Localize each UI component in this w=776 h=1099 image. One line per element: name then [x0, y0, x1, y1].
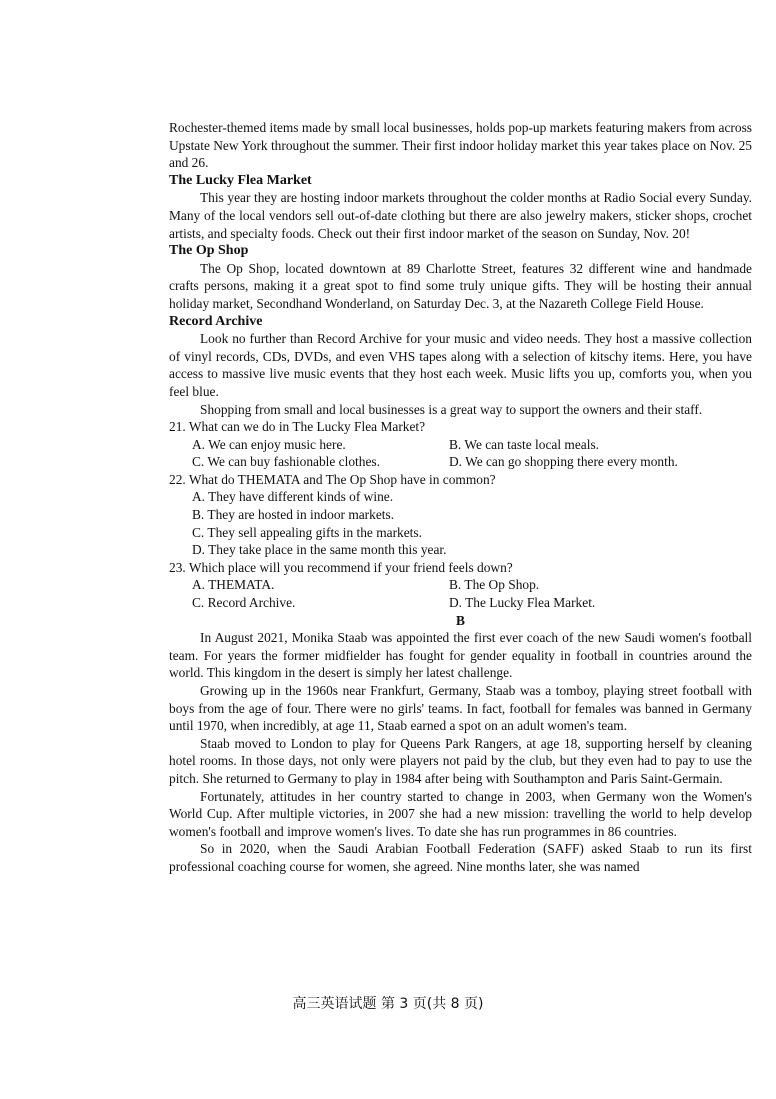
option-a[interactable]: A. We can enjoy music here.	[192, 436, 346, 452]
option-c[interactable]: C. They sell appealing gifts in the markets.	[192, 524, 422, 540]
page-footer: 高三英语试题 第 3 页(共 8 页)	[292, 996, 484, 1012]
question-23	[169, 559, 752, 612]
question-options	[169, 488, 752, 558]
option-c[interactable]: C. We can buy fashionable clothes.	[192, 454, 380, 470]
option-d[interactable]: D. We can go shopping there every month.	[449, 454, 678, 470]
option-d[interactable]: D. They take place in the same month this year.	[192, 542, 447, 558]
passage-b-paragraph: Staab moved to London to play for Queens Park Rangers, at age 18, supporting herself by cleaning hotel rooms. In those days, not only were players not paid by the club, but they even had to pay to use the pitch. She returned to Germany to play in 1984 after being with Southampton and Paris Saint-Germain.	[169, 735, 752, 786]
question-stem: 22. What do THEMATA and The Op Shop have in common?	[169, 471, 496, 487]
option-a[interactable]: A. THEMATA.	[192, 577, 275, 593]
op-shop-body: The Op Shop, located downtown at 89 Charlotte Street, features 32 different wine and handmade crafts persons, making it a great spot to find some truly unique gifts. They will be hosting their annual holiday market, Secondhand Wonderland, on Saturday Dec. 3, at the Nazareth College Field House.	[169, 260, 752, 311]
passage-b-paragraph: Fortunately, attitudes in her country started to change in 2003, when Germany won the Women's World Cup. After multiple victories, in 2007 she had a new mission: travelling the world to help develop women's football and improve women's lives. To date she has run programmes in 86 countries.	[169, 788, 752, 839]
option-b[interactable]: B. We can taste local meals.	[449, 436, 600, 452]
passage-b-paragraph: Growing up in the 1960s near Frankfurt, Germany, Staab was a tomboy, playing street football with boys from the age of four. There were no girls' teams. In fact, football for females was banned in Germany until 1970, when incredibly, at age 11, Staab earned a spot on an adult women's team.	[169, 683, 752, 734]
option-d[interactable]: D. The Lucky Flea Market.	[449, 595, 596, 611]
option-b[interactable]: B. The Op Shop.	[449, 577, 540, 593]
question-22	[169, 471, 752, 559]
lucky-flea-title: The Lucky Flea Market	[169, 172, 312, 188]
op-shop-title: The Op Shop	[169, 243, 249, 259]
option-c[interactable]: C. Record Archive.	[192, 595, 296, 611]
question-21	[169, 418, 752, 471]
section-b-label: B	[456, 612, 465, 628]
passage-b-paragraph: In August 2021, Monika Staab was appointed the first ever coach of the new Saudi women's football team. For years the former midfielder has fought for gender equality in football in countries around the world. This kingdom in the desert is simply her latest challenge.	[169, 630, 752, 681]
question-options	[169, 576, 752, 611]
intro-continuation: Rochester-themed items made by small local businesses, holds pop-up markets featuring makers from across Upstate New York throughout the summer. Their first indoor holiday market this year takes place on Nov. 25 and 26.	[169, 120, 752, 171]
record-archive-title: Record Archive	[169, 313, 263, 329]
option-b[interactable]: B. They are hosted in indoor markets.	[192, 507, 395, 523]
question-stem: 23. Which place will you recommend if your friend feels down?	[169, 559, 513, 575]
question-stem: 21. What can we do in The Lucky Flea Market?	[169, 419, 426, 435]
question-options	[169, 436, 752, 471]
option-a[interactable]: A. They have different kinds of wine.	[192, 489, 394, 505]
passage-b-paragraph: So in 2020, when the Saudi Arabian Football Federation (SAFF) asked Staab to run its first professional coaching course for women, she agreed. Nine months later, she was named	[169, 841, 752, 874]
lucky-flea-body: This year they are hosting indoor markets throughout the colder months at Radio Social every Sunday. Many of the local vendors sell out-of-date clothing but there are also jewelry makers, sticker shops, crochet artists, and specialty foods. Check out their first indoor market of the season on Sunday, Nov. 20!	[169, 190, 752, 241]
text-column	[169, 119, 752, 876]
record-archive-body: Look no further than Record Archive for your music and video needs. They host a massive collection of vinyl records, CDs, DVDs, and even VHS tapes along with a selection of kitschy items. Here, you have access to massive live music events that they host each week. Music lifts you up, comforts you, when you feel blue.	[169, 331, 752, 399]
closing-paragraph: Shopping from small and local businesses is a great way to support the owners and their staff.	[200, 401, 703, 417]
